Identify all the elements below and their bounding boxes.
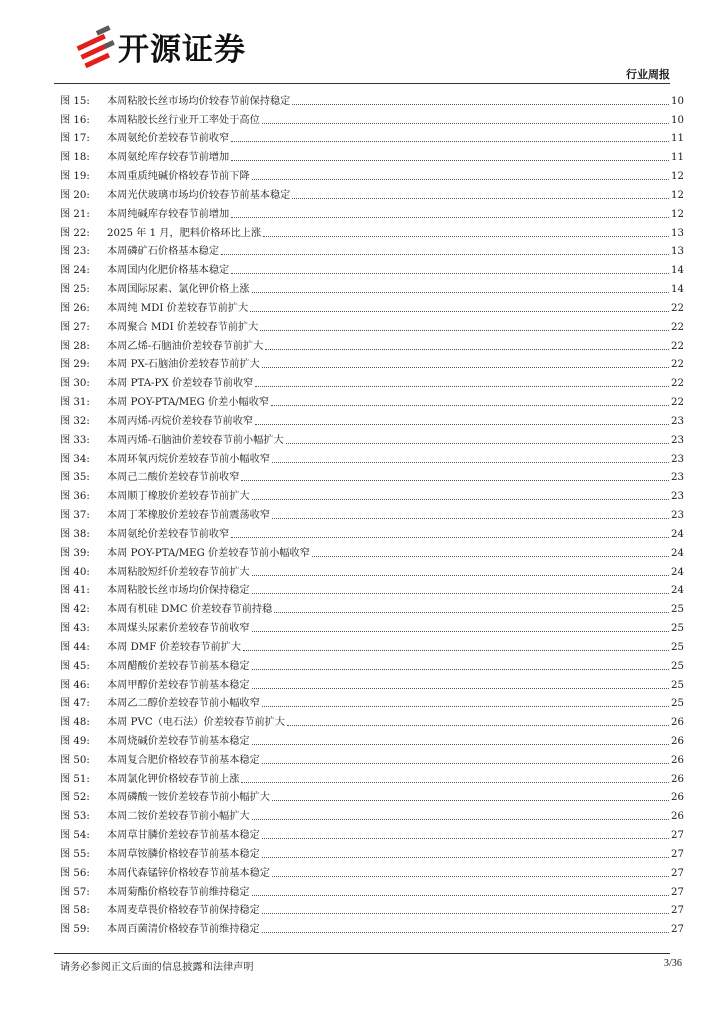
- toc-figure-title[interactable]: 本周 POY-PTA/MEG 价差较春节前小幅收窄: [107, 547, 310, 559]
- toc-page-number[interactable]: 11: [671, 133, 684, 145]
- figure-table-of-contents: [54, 89, 684, 936]
- toc-figure-number: 图 20:: [60, 189, 90, 201]
- toc-dot-leader: [262, 366, 669, 368]
- toc-dot-leader: [252, 178, 669, 180]
- toc-page-number[interactable]: 24: [671, 528, 684, 540]
- toc-figure-number: 图 23:: [60, 246, 90, 258]
- toc-figure-title[interactable]: 本周 POY-PTA/MEG 价差小幅收窄: [107, 397, 270, 409]
- toc-figure-number: 图 44:: [60, 641, 90, 653]
- toc-dot-leader: [252, 498, 669, 500]
- toc-row[interactable]: [54, 654, 684, 673]
- toc-page-number[interactable]: 24: [671, 566, 684, 578]
- toc-row[interactable]: [54, 127, 684, 146]
- toc-figure-number: 图 59:: [60, 924, 90, 936]
- toc-figure-title[interactable]: 本周磷酸一铵价差较春节前小幅扩大: [107, 792, 270, 804]
- toc-row[interactable]: [54, 447, 684, 466]
- toc-figure-title[interactable]: 本周粘胶长丝市场均价较春节前保持稳定: [107, 95, 291, 107]
- toc-row[interactable]: [54, 635, 684, 654]
- toc-figure-number: 图 43:: [60, 623, 90, 635]
- toc-row[interactable]: [54, 183, 684, 202]
- toc-page-number[interactable]: 27: [671, 830, 684, 842]
- toc-dot-leader: [231, 536, 669, 538]
- toc-dot-leader: [252, 687, 669, 689]
- toc-dot-leader: [231, 216, 669, 218]
- toc-row[interactable]: [54, 710, 684, 729]
- toc-page-number[interactable]: 22: [671, 359, 684, 371]
- toc-figure-number: 图 34:: [60, 453, 90, 465]
- toc-page-number[interactable]: 22: [671, 302, 684, 314]
- toc-row[interactable]: [54, 579, 684, 598]
- toc-row[interactable]: [54, 804, 684, 823]
- toc-figure-number: 图 50:: [60, 754, 90, 766]
- toc-figure-title[interactable]: 本周复合肥价格较春节前基本稳定: [107, 754, 260, 766]
- toc-figure-number: 图 45:: [60, 660, 90, 672]
- toc-figure-title[interactable]: 本周国内化肥价格基本稳定: [107, 265, 230, 277]
- toc-figure-title[interactable]: 本周氨纶库存较春节前增加: [107, 152, 230, 164]
- page-header: [0, 0, 724, 86]
- toc-figure-number: 图 35:: [60, 472, 90, 484]
- toc-page-number[interactable]: 25: [671, 698, 684, 710]
- toc-figure-number: 图 47:: [60, 698, 90, 710]
- toc-row[interactable]: [54, 315, 684, 334]
- toc-dot-leader: [231, 159, 669, 161]
- toc-page-number[interactable]: 27: [671, 886, 684, 898]
- toc-figure-number: 图 25:: [60, 284, 90, 296]
- toc-dot-leader: [255, 423, 669, 425]
- toc-dot-leader: [272, 517, 669, 519]
- brand-name: 开源证券: [118, 32, 246, 68]
- toc-page-number[interactable]: 22: [671, 378, 684, 390]
- toc-row[interactable]: [54, 353, 684, 372]
- toc-page-number[interactable]: 23: [671, 434, 684, 446]
- toc-figure-title[interactable]: 本周甲醇价差较春节前基本稳定: [107, 679, 250, 691]
- toc-row[interactable]: [54, 371, 684, 390]
- report-type: 行业周报: [626, 68, 670, 81]
- toc-figure-number: 图 24:: [60, 265, 90, 277]
- toc-figure-title[interactable]: 本周纯碱库存较春节前增加: [107, 208, 230, 220]
- toc-figure-title[interactable]: 本周麦草畏价格较春节前保持稳定: [107, 905, 260, 917]
- toc-page-number[interactable]: 27: [671, 848, 684, 860]
- toc-page-number[interactable]: 24: [671, 585, 684, 597]
- toc-page-number[interactable]: 12: [671, 189, 684, 201]
- toc-figure-title[interactable]: 本周环氧丙烷价差较春节前小幅收窄: [107, 453, 270, 465]
- toc-figure-number: 图 56:: [60, 867, 90, 879]
- toc-row[interactable]: [54, 334, 684, 353]
- toc-figure-title[interactable]: 本周烧碱价差较春节前基本稳定: [107, 735, 250, 747]
- toc-dot-leader: [252, 894, 669, 896]
- toc-figure-number: 图 29:: [60, 359, 90, 371]
- toc-figure-number: 图 28:: [60, 340, 90, 352]
- toc-dot-leader: [262, 762, 669, 764]
- toc-page-number[interactable]: 23: [671, 510, 684, 522]
- toc-figure-number: 图 53:: [60, 811, 90, 823]
- toc-figure-title[interactable]: 本周 PVC（电石法）价差较春节前扩大: [107, 717, 286, 729]
- toc-figure-title[interactable]: 本周重质纯碱价格较春节前下降: [107, 171, 250, 183]
- toc-figure-title[interactable]: 本周己二酸价差较春节前收窄: [107, 472, 240, 484]
- toc-figure-title[interactable]: 本周代森锰锌价格较春节前基本稳定: [107, 867, 270, 879]
- toc-figure-title[interactable]: 本周粘胶短纤价差较春节前扩大: [107, 566, 250, 578]
- toc-page-number[interactable]: 22: [671, 321, 684, 333]
- toc-figure-number: 图 22:: [60, 227, 90, 239]
- toc-dot-leader: [252, 668, 669, 670]
- toc-figure-title[interactable]: 本周草铵膦价格较春节前基本稳定: [107, 848, 260, 860]
- toc-page-number[interactable]: 23: [671, 491, 684, 503]
- toc-figure-title[interactable]: 本周氯化钾价格较春节前上涨: [107, 773, 240, 785]
- toc-figure-title[interactable]: 2025 年 1 月，肥料价格环比上涨: [107, 227, 262, 239]
- toc-dot-leader: [221, 253, 669, 255]
- toc-dot-leader: [292, 103, 669, 105]
- header-divider: [54, 83, 670, 84]
- toc-row[interactable]: [54, 503, 684, 522]
- toc-figure-number: 图 18:: [60, 152, 90, 164]
- toc-page-number[interactable]: 26: [671, 792, 684, 804]
- toc-figure-number: 图 16:: [60, 114, 90, 126]
- toc-figure-number: 图 46:: [60, 679, 90, 691]
- toc-figure-title[interactable]: 本周丁苯橡胶价差较春节前震荡收窄: [107, 510, 270, 522]
- toc-row[interactable]: [54, 202, 684, 221]
- toc-figure-number: 图 37:: [60, 510, 90, 522]
- toc-page-number[interactable]: 11: [671, 152, 684, 164]
- toc-figure-title[interactable]: 本周氨纶价差较春节前收窄: [107, 133, 230, 145]
- toc-page-number[interactable]: 26: [671, 811, 684, 823]
- toc-figure-number: 图 51:: [60, 773, 90, 785]
- toc-figure-number: 图 17:: [60, 133, 90, 145]
- toc-page-number[interactable]: 13: [671, 246, 684, 258]
- toc-figure-number: 图 26:: [60, 302, 90, 314]
- toc-row[interactable]: [54, 823, 684, 842]
- toc-figure-title[interactable]: 本周纯 MDI 价差较春节前扩大: [107, 302, 249, 314]
- toc-row[interactable]: [54, 466, 684, 485]
- toc-figure-title[interactable]: 本周二铵价差较春节前小幅扩大: [107, 811, 250, 823]
- toc-figure-number: 图 15:: [60, 95, 90, 107]
- toc-dot-leader: [312, 555, 669, 557]
- toc-row[interactable]: [54, 390, 684, 409]
- toc-page-number[interactable]: 26: [671, 754, 684, 766]
- toc-page-number[interactable]: 26: [671, 773, 684, 785]
- page-number: 3/36: [663, 958, 682, 969]
- toc-dot-leader: [286, 442, 669, 444]
- toc-figure-title[interactable]: 本周草甘膦价差较春节前基本稳定: [107, 830, 260, 842]
- toc-page-number[interactable]: 25: [671, 641, 684, 653]
- toc-figure-title[interactable]: 本周 DMF 价差较春节前扩大: [107, 641, 242, 653]
- toc-row[interactable]: [54, 296, 684, 315]
- toc-row[interactable]: [54, 917, 684, 936]
- toc-page-number[interactable]: 13: [671, 227, 684, 239]
- toc-dot-leader: [231, 272, 669, 274]
- toc-figure-title[interactable]: 本周光伏玻璃市场均价较春节前基本稳定: [107, 189, 291, 201]
- toc-page-number[interactable]: 23: [671, 453, 684, 465]
- toc-page-number[interactable]: 26: [671, 717, 684, 729]
- toc-dot-leader: [271, 404, 669, 406]
- toc-row[interactable]: [54, 692, 684, 711]
- toc-figure-number: 图 42:: [60, 604, 90, 616]
- toc-page-number[interactable]: 23: [671, 415, 684, 427]
- toc-dot-leader: [262, 856, 669, 858]
- toc-row[interactable]: [54, 221, 684, 240]
- toc-figure-number: 图 55:: [60, 848, 90, 860]
- toc-dot-leader: [287, 724, 669, 726]
- toc-figure-number: 图 36:: [60, 491, 90, 503]
- toc-figure-number: 图 30:: [60, 378, 90, 390]
- toc-row[interactable]: [54, 428, 684, 447]
- toc-figure-title[interactable]: 本周聚合 MDI 价差较春节前扩大: [107, 321, 259, 333]
- toc-row[interactable]: [54, 164, 684, 183]
- toc-row[interactable]: [54, 145, 684, 164]
- toc-dot-leader: [252, 630, 669, 632]
- toc-figure-title[interactable]: 本周乙烯-石脑油价差较春节前扩大: [107, 340, 264, 352]
- toc-row[interactable]: [54, 541, 684, 560]
- toc-figure-number: 图 54:: [60, 830, 90, 842]
- toc-row[interactable]: [54, 89, 684, 108]
- toc-row[interactable]: [54, 522, 684, 541]
- toc-figure-number: 图 40:: [60, 566, 90, 578]
- toc-figure-title[interactable]: 本周粘胶长丝行业开工率处于高位: [107, 114, 260, 126]
- toc-row[interactable]: [54, 240, 684, 259]
- toc-figure-number: 图 57:: [60, 886, 90, 898]
- toc-dot-leader: [272, 875, 669, 877]
- toc-page-number[interactable]: 27: [671, 867, 684, 879]
- toc-dot-leader: [263, 235, 669, 237]
- toc-dot-leader: [292, 197, 669, 199]
- toc-page-number[interactable]: 26: [671, 735, 684, 747]
- toc-page-number[interactable]: 10: [671, 114, 684, 126]
- toc-dot-leader: [262, 837, 669, 839]
- toc-dot-leader: [262, 912, 669, 914]
- toc-figure-number: 图 27:: [60, 321, 90, 333]
- toc-dot-leader: [241, 781, 669, 783]
- toc-page-number[interactable]: 25: [671, 623, 684, 635]
- toc-dot-leader: [252, 818, 669, 820]
- toc-figure-title[interactable]: 本周 PX-石脑油价差较春节前扩大: [107, 359, 260, 371]
- toc-row[interactable]: [54, 673, 684, 692]
- toc-dot-leader: [262, 122, 669, 124]
- toc-figure-title[interactable]: 本周粘胶长丝市场均价保持稳定: [107, 585, 250, 597]
- toc-figure-title[interactable]: 本周有机硅 DMC 价差较春节前持稳: [107, 604, 273, 616]
- toc-page-number[interactable]: 25: [671, 604, 684, 616]
- toc-row[interactable]: [54, 729, 684, 748]
- toc-figure-number: 图 33:: [60, 434, 90, 446]
- toc-figure-number: 图 32:: [60, 415, 90, 427]
- toc-row[interactable]: [54, 560, 684, 579]
- toc-figure-number: 图 19:: [60, 171, 90, 183]
- toc-page-number[interactable]: 27: [671, 924, 684, 936]
- toc-figure-number: 图 31:: [60, 397, 90, 409]
- toc-figure-title[interactable]: 本周磷矿石价格基本稳定: [107, 246, 220, 258]
- toc-figure-title[interactable]: 本周煤头尿素价差较春节前收窄: [107, 623, 250, 635]
- toc-figure-number: 图 41:: [60, 585, 90, 597]
- toc-figure-number: 图 21:: [60, 208, 90, 220]
- footer-disclaimer: 请务必参阅正文后面的信息披露和法律声明: [60, 962, 254, 973]
- toc-page-number[interactable]: 10: [671, 95, 684, 107]
- toc-row[interactable]: [54, 108, 684, 127]
- toc-figure-title[interactable]: 本周 PTA-PX 价差较春节前收窄: [107, 378, 254, 390]
- toc-figure-number: 图 49:: [60, 735, 90, 747]
- toc-figure-number: 图 52:: [60, 792, 90, 804]
- toc-dot-leader: [252, 574, 669, 576]
- toc-figure-number: 图 39:: [60, 547, 90, 559]
- toc-page-number[interactable]: 25: [671, 660, 684, 672]
- toc-figure-title[interactable]: 本周丙烯-丙烷价差较春节前收窄: [107, 415, 254, 427]
- toc-figure-number: 图 58:: [60, 905, 90, 917]
- toc-figure-title[interactable]: 本周国际尿素、氯化钾价格上涨: [107, 284, 250, 296]
- toc-dot-leader: [252, 291, 669, 293]
- toc-figure-title[interactable]: 本周顺丁橡胶价差较春节前扩大: [107, 491, 250, 503]
- toc-dot-leader: [274, 611, 669, 613]
- toc-page-number[interactable]: 12: [671, 208, 684, 220]
- toc-page-number[interactable]: 14: [671, 265, 684, 277]
- toc-figure-title[interactable]: 本周乙二醇价差较春节前小幅收窄: [107, 698, 260, 710]
- toc-dot-leader: [272, 799, 669, 801]
- toc-row[interactable]: [54, 409, 684, 428]
- toc-figure-title[interactable]: 本周丙烯-石脑油价差较春节前小幅扩大: [107, 434, 284, 446]
- toc-dot-leader: [241, 479, 669, 481]
- toc-figure-title[interactable]: 本周菊酯价格较春节前维持稳定: [107, 886, 250, 898]
- toc-dot-leader: [255, 385, 669, 387]
- toc-figure-title[interactable]: 本周氨纶价差较春节前收窄: [107, 528, 230, 540]
- toc-row[interactable]: [54, 899, 684, 918]
- toc-page-number[interactable]: 24: [671, 547, 684, 559]
- toc-page-number[interactable]: 14: [671, 284, 684, 296]
- toc-row[interactable]: [54, 484, 684, 503]
- toc-row[interactable]: [54, 748, 684, 767]
- toc-dot-leader: [250, 310, 669, 312]
- toc-row[interactable]: [54, 767, 684, 786]
- toc-row[interactable]: [54, 786, 684, 805]
- toc-page-number[interactable]: 22: [671, 397, 684, 409]
- toc-row[interactable]: [54, 880, 684, 899]
- toc-page-number[interactable]: 22: [671, 340, 684, 352]
- toc-dot-leader: [272, 461, 669, 463]
- toc-dot-leader: [252, 743, 669, 745]
- toc-row[interactable]: [54, 861, 684, 880]
- toc-page-number[interactable]: 27: [671, 905, 684, 917]
- footer-divider: [54, 953, 670, 954]
- toc-row[interactable]: [54, 277, 684, 296]
- toc-page-number[interactable]: 23: [671, 472, 684, 484]
- toc-figure-number: 图 48:: [60, 717, 90, 729]
- toc-row[interactable]: [54, 842, 684, 861]
- toc-dot-leader: [265, 348, 669, 350]
- toc-dot-leader: [262, 931, 669, 933]
- toc-dot-leader: [262, 705, 669, 707]
- toc-row[interactable]: [54, 597, 684, 616]
- toc-figure-title[interactable]: 本周百菌清价格较春节前维持稳定: [107, 924, 260, 936]
- toc-dot-leader: [231, 140, 669, 142]
- toc-row[interactable]: [54, 258, 684, 277]
- toc-figure-title[interactable]: 本周醋酸价差较春节前基本稳定: [107, 660, 250, 672]
- toc-page-number[interactable]: 12: [671, 171, 684, 183]
- toc-figure-number: 图 38:: [60, 528, 90, 540]
- toc-dot-leader: [260, 329, 669, 331]
- toc-dot-leader: [252, 592, 669, 594]
- toc-page-number[interactable]: 25: [671, 679, 684, 691]
- toc-dot-leader: [243, 649, 669, 651]
- toc-row[interactable]: [54, 616, 684, 635]
